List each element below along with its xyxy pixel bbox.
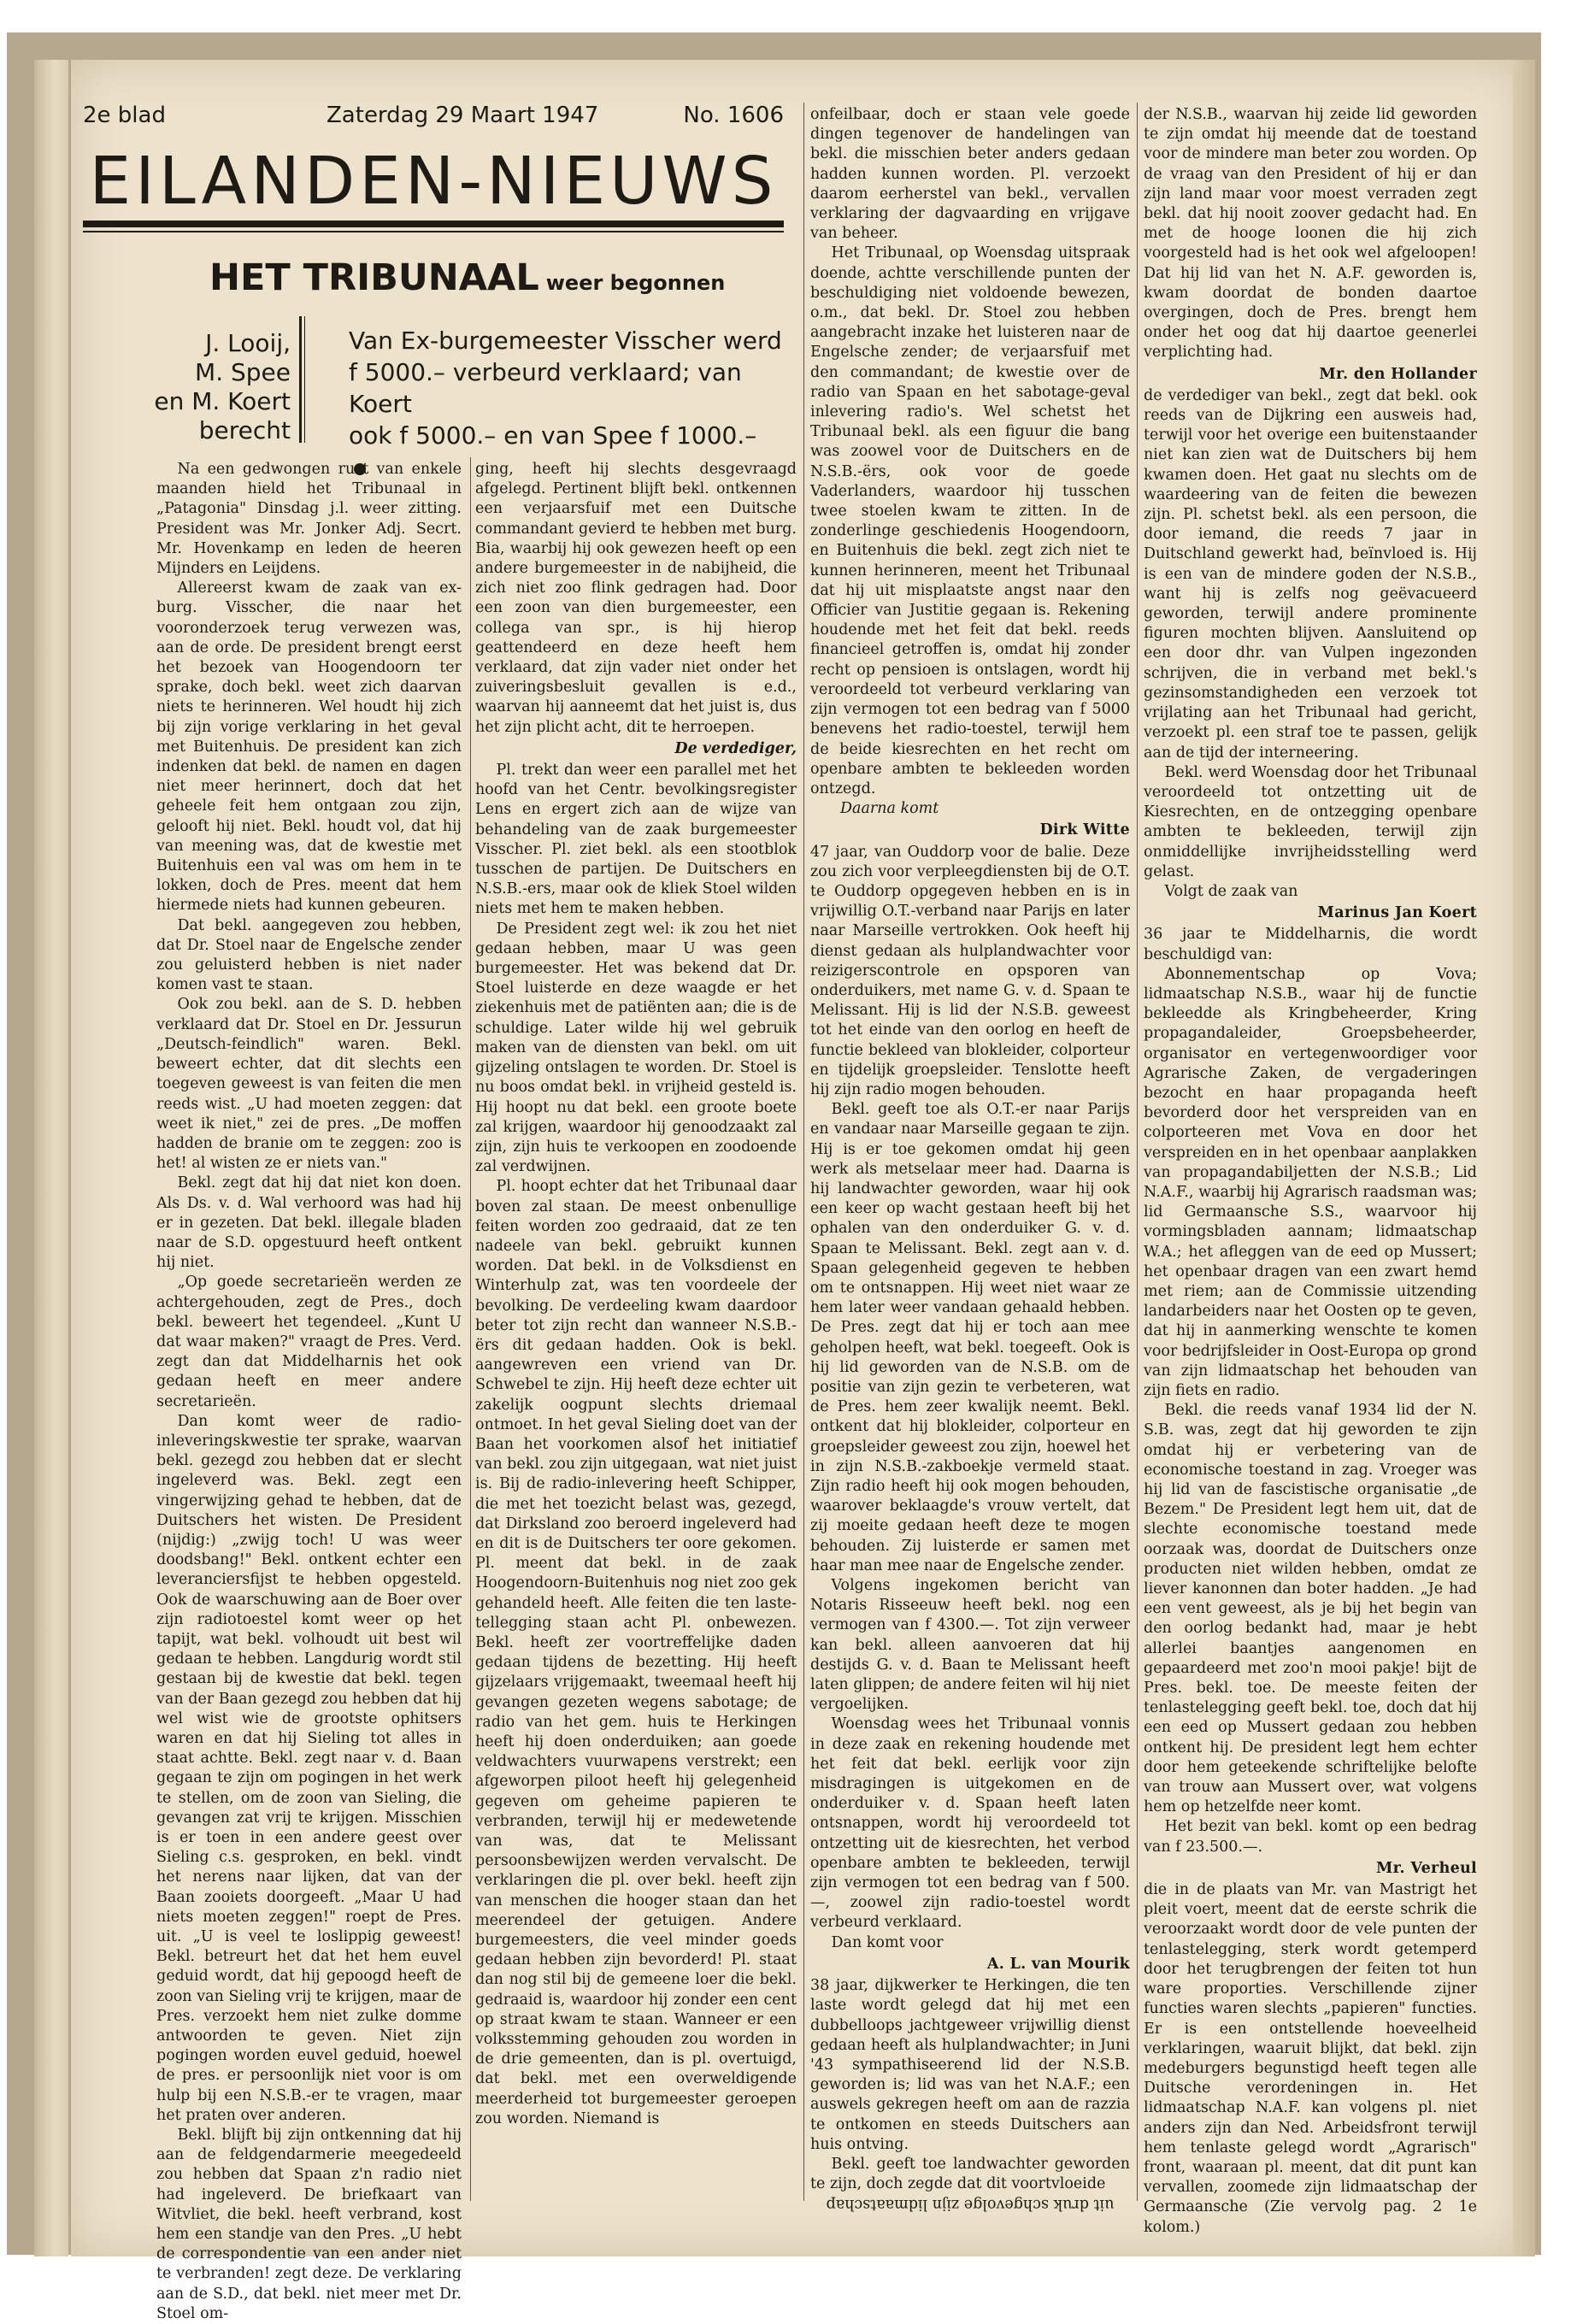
paragraph: uit druk schgevolge zijn lidmaatschap: [826, 2196, 1115, 2214]
paragraph: Bekl. zegt dat hij dat niet kon doen. Als Ds. v. d. Wal verhoord was had hij er in gezeten. Dat bekl. illegale bladen naar de S.D. opgestuurd heeft ontkent hij niet.: [156, 1174, 462, 1272]
deck-names: [120, 329, 291, 445]
paragraph: Het Tribunaal, op Woensdag uitspraak doende, achtte verschillende punten der beschuldiging niet voldoende bewezen, o.m., dat bekl. Dr. Stoel zou hebben aangebracht inzake het luisteren naar de Engelsche zender; de verjaarsfuif met den commandant; de kwestie over de radio van Spaan en het sabotage-geval inlevering radio's. Wel schetst het Tribunaal bekl. als een figuur die bang was zoowel voor de Duitschers en de N.S.B.-ërs, ook voor de goede Vaderlanders, waardoor hij tusschen twee stoelen kwam te zitten. In de zonderlinge geschiedenis Hoogendoorn, en Buitenhuis die bekl. zegt zich niet te kunnen herinneren, meent het Tribunaal dat hij uit misplaatste angst naar den Officier van Justitie gegaan is. Rekening houdende met het feit dat bekl. reeds financieel getroffen is, omdat hij zonder recht op pensioen is ontslagen, wordt hij veroordeeld tot verbeurd verklaring van zijn vermogen tot een bedrag van f 5000 benevens het radio-toestel, terwijl hem de beide kiesrechten en het recht om openbare ambten te bekleeden worden ontzegd.: [810, 244, 1130, 797]
column-rule: [470, 457, 471, 2201]
paragraph: Ook zou bekl. aan de S. D. hebben verklaard dat Dr. Stoel en Dr. Jessurun „Deutsch-feindlich" waren. Bekl. beweert echter, dat dit slechts een toegeven geweest is van feiten die men reeds wist. „U had moeten zeggen: dat weet ik niet," zei de pres. „De moffen hadden de branie om te zeggen: zoo is het! al wisten ze er niets van.": [156, 996, 462, 1173]
deck-name-line: berecht: [198, 416, 291, 444]
subhead: Mr. Verheul: [1375, 1859, 1477, 1877]
text-column-1: [156, 460, 462, 2322]
page-spine: [34, 60, 68, 2256]
paragraph: Woensdag wees het Tribunaal vonnis in deze zaak en rekening houdende met het feit dat bekl. eerlijk voor zijn misdragingen is uitgekomen en de onderduiker v. d. Spaan heeft laten ontsnappen, wordt hij veroordeeld tot ontzetting uit de kiesrechten, het verbod openbare ambten te bekleeden, terwijl zijn vermogen tot een bedrag van f 500.—, zoowel zijn radio-toestel wordt verbeurd verklaard.: [810, 1715, 1130, 1932]
paragraph: der N.S.B., waarvan hij zeide lid geworden te zijn omdat hij meende dat de toestand voor de mindere man beter zou worden. Op de vraag van den President of hij er dan zijn land maar voor moest verraden zegt bekl. dat hij nooit zoover gedacht had. En met de hooge loonen die hij zich voorgesteld had is het ook wel afgeloopen! Dat hij lid van het N. A.F. geworden is, kwam doordat de bonden daartoe overgingen, doch de Pres. brengt hem onder het oog dat hij daartoe geenerlei verplichting had.: [1144, 106, 1477, 362]
paragraph: Bekl. geeft toe als O.T.-er naar Parijs en vandaar naar Marseille gegaan te zijn. Hij is er toe gekomen omdat hij geen werk als metselaar meer had. Daarna is hij landwachter geworden, waar hij ook een keer op wacht gestaan heeft bij het ophalen van den onderduiker G. v. d. Spaan te Melissant. Bekl. zegt aan v. d. Spaan gelegenheid gegeven te hebben om te ontsnappen. Hij weet niet waar ze hem later weer vandaan gehaald hebben. De Pres. zegt dat hij er toch aan mee geholpen heeft, wat bekl. toegeeft. Ook is hij lid geworden van de N.S.B. om de positie van zijn gezin te verbeteren, wat de Pres. hem zeer kwalijk neemt. Bekl. ontkent dat hij blokleider, colporteur en groepsleider geweest zou zijn, hoewel het in zijn N.S.B.-zakboekje vermeld staat. Zijn radio heeft hij ook mogen behouden, waarover beklaagde's vrouw vertelt, dat zij moeite gedaan heeft deze te mogen behouden. Zij luisterde er samen met haar man mee naar de Engelsche zender.: [810, 1101, 1130, 1574]
deck-name-line: en M. Koert: [154, 387, 291, 415]
subhead: De verdediger,: [674, 739, 797, 757]
paragraph: Dat bekl. aangegeven zou hebben, dat Dr. Stoel naar de Engelsche zender zou geluisterd hebben is niet nader komen vast te staan.: [156, 916, 462, 994]
subhead: Mr. den Hollander: [1319, 365, 1477, 383]
headline-suffix: weer begonnen: [545, 271, 726, 295]
page-edge: [1513, 60, 1535, 2256]
deck-divider: [299, 316, 302, 443]
paragraph: Bekl. geeft toe landwachter geworden te zijn, doch zegde dat dit voortvloeide: [810, 2155, 1130, 2193]
deck-name-line: J. Looij,: [205, 329, 291, 357]
paragraph: 38 jaar, dijkwerker te Herkingen, die ten laste wordt gelegd dat hij met een dubbelloops jachtgeweer vrijwillig dienst gedaan heeft als hulplandwachter; in Juni '43 sympathiseerend lid der N.S.B. geworden is; lid was van het N.A.F.; een auswels gekregen heeft om aan de razzia te ontkomen en steeds Duitschers aan huis ontving.: [810, 1977, 1130, 2153]
subhead: Marinus Jan Koert: [1317, 904, 1477, 922]
deck-summary-line: ook f 5000.– en van Spee f 1000.–: [349, 421, 757, 450]
masthead: EILANDEN-NIEUWS: [89, 144, 778, 220]
subhead: A. L. van Mourik: [986, 1955, 1130, 1973]
paragraph: Pl. trekt dan weer een parallel met het hoofd van het Centr. bevolkingsregister Lens en ergert zich aan de wijze van behandeling van de zaak burgemeester Visscher. Pl. ziet bekl. als een stootblok tusschen de partijen. De Duitschers en N.S.B.-ers, maar ook de kliek Stoel wilden niets met hem te maken hebben.: [475, 762, 797, 918]
paragraph: Het bezit van bekl. komt op een bedrag van f 23.500.—.: [1144, 1818, 1477, 1856]
masthead-rule-thin: [83, 231, 784, 232]
paragraph: die in de plaats van Mr. van Mastrigt het pleit voert, meent dat de eerste schrik die veroorzaakt wordt door de vele punten der tenlastelegging, sterk wordt getemperd door het terugbrengen der feiten tot hun ware proporties. Verschillende zijner functies waren slechts „papieren" functies. Er is een ontstellende hoeveelheid verklaringen, waaruit blijkt, dat bekl. zijn medeburgers begunstigd heeft tegen alle Duitsche verordeningen in. Het lidmaatschap N.A.F. kan volgens pl. niet anders zijn dan Ned. Arbeidsfront terwijl hem tenlaste gelegd wordt „Agrarisch" front, waaraan pl. meent, dat dit punt kan vervallen, zoomede zijn lidmaatschap der Germaansche (Zie vervolg pag. 2 1e kolom.): [1144, 1881, 1477, 2236]
headline-title: HET TRIBUNAAL: [209, 256, 539, 299]
paragraph: Allereerst kwam de zaak van ex-burg. Visscher, die naar het vooronderzoek terug verwezen was, aan de orde. De president brengt eerst het bezoek van Hoogendoorn ter sprake, doch bekl. weet zich daarvan niets te herinneren. Wel houdt hij zich bij zijn vorige verklaring in het geval met Buitenhuis. De president kan zich indenken dat bekl. de namen en dagen niet meer herinnert, doch dat het geheele feit hem ontgaan zou zijn, gelooft hij niet. Bekl. houdt vol, dat hij van meening was, dat de kwestie met Buitenhuis een val was om hem in te lokken, doch de Pres. meent dat hem hiermede niets had kunnen gebeuren.: [156, 580, 462, 915]
article-headline: [209, 256, 808, 299]
deck-name-line: M. Spee: [195, 358, 291, 386]
paragraph: Abonnementschap op Vova; lidmaatschap N.S.B., waar hij de functie bekleedde als Kringbeheerder, Kring propagandaleider, Groepsbeheerder, organisator en vertegenwoordiger voor Agrarische Zaken, de vergaderingen bezocht en haar propaganda heeft bevorderd door het verspreiden van en colporteeren met Vova en door het verspreiden en in het openbaar aanplakken van propagandabiljetten der N.S.B.; Lid N.A.F., waarbij hij Agrarisch raadsman was; lid Germaansche S.S., waarvoor hij vormingsbladen aannam; lidmaatschap W.A.; het afleggen van de eed op Mussert; het openbaar dragen van een zwart hemd met riem; aan de Commissie uitzending landarbeiders naar het Oosten op te geven, dat hij in aanmerking wenschte te komen voor bedrijfsleider in Oost-Europa op grond van zijn lidmaatschap het behouden van zijn fiets en radio.: [1144, 965, 1477, 1399]
masthead-rule: [83, 221, 784, 227]
paragraph: 36 jaar te Middelharnis, die wordt beschuldigd van:: [1144, 926, 1477, 963]
text-column-2: [475, 460, 797, 2203]
paragraph: Bekl. blijft bij zijn ontkenning dat hij aan de feldgendarmerie meegedeeld zou hebben dat Spaan z'n radio niet had ingeleverd. De briefkaart van Witvliet, die bekl. heeft verbrand, kost hem een standje van den Pres. „U hebt de correspondentie van een ander niet te verbranden! zegt deze. De verklaring aan de S.D., dat bekl. niet meer met Dr. Stoel om-: [156, 2127, 462, 2322]
paragraph: de verdediger van bekl., zegt dat bekl. ook reeds van de Dijkring een ausweis had, terwijl voor het overige een buitenstaander niet kan zien wat de Duitschers bij hem kwamen doen. Het gaat nu slechts om de waardeering van de feiten die bewezen zijn. Pl. schetst bekl. als een persoon, die door iemand, die reeds 7 jaar in Duitschland gewerkt had, beïnvloed is. Hij is een van de mindere goden der N.S.B., want hij is zelfs nog geëvacueerd geworden, terwijl andere prominente figuren mochten blijven. Aansluitend op een door dhr. van Vulpen ingezonden schrijven, die in verband met bekl.'s gezinsomstandigheden een verzoek tot vrijlating aan het Tribunaal had gericht, verzoekt pl. een straf toe te passen, gelijk aan de tijd der interneering.: [1144, 386, 1477, 762]
paragraph: Daarna komt: [840, 800, 939, 818]
paragraph: „Op goede secretarieën werden ze achtergehouden, zegt de Pres., doch bekl. beweert het tegendeel. „Kunt U dat waar maken?" vraagt de Pres. Verd. zegt dan dat Middelharnis het ook gedaan heeft en meer andere secretarieën.: [156, 1274, 462, 1410]
deck-summary-line: Van Ex-burgemeester Visscher werd: [349, 327, 782, 355]
paragraph: De President zegt wel: ik zou het niet gedaan hebben, maar U was geen burgemeester. Het was bekend dat Dr. Stoel luisterde en deze waagde er het ziekenhuis met de patiënten aan; die is de schuldige. Later wilde hij wel gebruik maken van de diensten van bekl. om uit gijzeling ontslagen te worden. Dr. Stoel is nu boos omdat bekl. in vrijheid gesteld is. Hij hoopt nu dat bekl. een groote boete zal krijgen, waardoor hij genoodzaakt zal zijn, zijn huis te verkoopen en zoodoende zal verdwijnen.: [475, 920, 797, 1176]
text-column-4: [1144, 105, 1477, 2236]
paragraph: Bekl. die reeds vanaf 1934 lid der N. S.B. was, zegt dat hij geworden te zijn omdat hij er verbetering van de economische toestand in zag. Vroeger was hij lid van de fascistische organisatie „de Bezem." De President legt hem uit, dat de slechte economische toestand mede oorzaak was, doordat de Duitschers onze producten niet wilden hebben, omdat ze liever kanonnen dan boter hadden. „Je had een vent geweest, als je bij het begin van den oorlog bedankt had, maar je hebt allerlei baantjes aangenomen en gepaardeerd met zoo'n mooi pakje! bijt de Pres. bekl. toe. De meeste feiten der tenlastelegging geeft bekl. toe, doch dat hij een eed op Mussert gedaan zou hebben ontkent hij. De president legt hem echter door hem geteekende schriftelijke belofte van trouw aan Mussert over, wat volgens hem op hetzelfde neer komt.: [1144, 1402, 1477, 1816]
date-label: Zaterdag 29 Maart 1947: [327, 103, 599, 128]
column-rule: [803, 103, 804, 2201]
column-rule: [1137, 103, 1138, 2201]
paragraph: Bekl. werd Woensdag door het Tribunaal veroordeeld tot ontzetting uit de Kiesrechten, en de ontzegging openbare ambten te bekleeden, terwijl zijn onmiddellijke invrijheidsstelling werd gelast.: [1144, 763, 1477, 880]
paragraph: Dan komt weer de radio-inleveringskwestie ter sprake, waarvan bekl. gezegd zou hebben dat er slecht ingeleverd was. Bekl. zegt een vingerwijzing gehad te hebben, dat de Duitschers het wisten. De President (nijdig:) „zwijg toch! U was weer doodsbang!" Bekl. ontkent echter een leveranciersfijst te hebben opgesteld. Ook de waarschuwing aan de Boer over zijn radiotoestel komt weer op het tapijt, wat bekl. volhoudt uit best wil gedaan te hebben. Langdurig wordt stil gestaan bij de kwestie dat bekl. tegen van der Baan gezegd zou hebben dat hij wel wist wie de grootste ophitsers waren en dat hij Sieling tot alles in staat achtte. Bekl. zegt naar v. d. Baan gegaan te zijn om pogingen in het werk te stellen, om de zoon van Sieling, die gevangen zat vrij te krijgen. Misschien is er toen in een andere geest over Sieling c.s. gesproken, en bekl. vindt het nerens naar lijken, dat van der Baan zooiets doorgeeft. „Maar U had niets moeten zeggen!" roept de Pres. uit. „U is veel te loslippig geweest! Bekl. betreurt het dat het hem euvel geduid wordt, dat hij gepoogd heeft de zoon van Sieling vrij te krijgen, maar de Pres. verzoekt hem niet zulke domme antwoorden te geven. Niet zijn pogingen worden euvel geduid, hoewel de pres. er persoonlijk niet voor is om hulp bij een N.S.B.-er te vragen, maar het praten over anderen.: [156, 1412, 462, 2124]
deck-summary-line: f 5000.– verbeurd verklaard; van Koert: [349, 358, 742, 418]
text-column-3: [810, 105, 1130, 2214]
paragraph: Volgens ingekomen bericht van Notaris Risseeuw heeft bekl. nog een vermogen van f 4300.—. Tot zijn verweer kan bekl. alleen aanvoeren dat hij destijds G. v. d. Baan te Melissant heeft laten glippen; de andere feiten wil hij niet vergoelijken.: [810, 1577, 1130, 1714]
subhead: Dirk Witte: [1039, 821, 1130, 839]
deck-divider-thin: [304, 316, 305, 443]
paragraph: onfeilbaar, doch er staan vele goede dingen tegenover de handelingen van bekl. die misschien beter anders gedaan hadden kunnen worden. Pl. verzoekt daarom eerherstel van bekl., vervallen verklaring der dagvaarding en vrijgave van beheer.: [810, 106, 1130, 243]
edition-label: 2e blad: [83, 103, 166, 128]
paragraph: Pl. hoopt echter dat het Tribunaal daar boven zal staan. De meest onbenullige feiten worden zoo gedraaid, dat ze ten nadeele van bekl. gebruikt kunnen worden. Dat bekl. in de Volksdienst en Winterhulp zat, was ten voordeele der bevolking. De verdeeling kwam daardoor beter tot zijn recht dan wanneer N.S.B.-ërs dit gedaan hadden. Ook is bekl. aangewreven een vriend van Dr. Schwebel te zijn. Hij heeft deze echter uit zakelijk oogpunt slechts driemaal ontmoet. In het geval Sieling doet van der Baan het voorkomen alsof het initiatief van bekl. zou zijn uitgegaan, wat niet juist is. Bij de radio-inlevering heeft Schipper, die met het toezicht belast was, gezegd, dat Dirksland zoo beroerd ingeleverd had en dit is de Duitschers ter oore gekomen. Pl. meent dat bekl. in de zaak Hoogendoorn-Buitenhuis nog niet zoo gek gehandeld heeft. Alle feiten die ten laste-tellegging staan acht Pl. onbewezen. Bekl. heeft zer voortreffelijke daden gedaan tijdens de bezetting. Hij heeft gijzelaars vrijgemaakt, tweemaal heeft hij gevangen gezeten wegens sabotage; de radio van het gem. huis te Herkingen heeft hij doen onderduiken; aan goede veldwachters vuurwapens verstrekt; een afgeworpen piloot heeft hij gelegenheid gegeven om geheime papieren te verbranden, terwijl hij er medewetende van was, dat te Melissant persoonsbewijzen werden vervalscht. De verklaringen die pl. over bekl. heeft zijn van menschen die hooger staan dan het meerendeel der getuigen. Andere burgemeesters, die veel minder goeds gedaan hebben zijn bevorderd! Pl. staat dan nog stil bij de gemeene loer die bekl. gedraaid is, waardoor hij zonder een cent op straat kwam te staan. Wanneer er een volksstemming gehouden zou worden in de drie gemeenten, dan is pl. overtuigd, dat bekl. met een overweldigende meerderheid tot burgemeester geroepen zou worden. Niemand is: [475, 1178, 797, 2127]
paragraph: Volgt de zaak van: [1164, 882, 1298, 900]
paragraph: Na een gedwongen rust van enkele maanden hield het Tribunaal in „Patagonia" Dinsdag j.l. weer zitting. President was Mr. Jonker Adj. Secrt. Mr. Hovenkamp en leden de heeren Mijnders en Leijdens.: [156, 461, 462, 578]
paragraph: 47 jaar, van Ouddorp voor de balie. Deze zou zich voor verpleegdiensten bij de O.T. te Ouddorp opgegeven hebben en is in vrijwillig O.T.-verband naar Parijs en later naar Marseille vertrokken. Ook heeft hij dienst gedaan als hulplandwachter voor reizigerscontrole en opsporen van onderduikers, met name G. v. d. Spaan te Melissant. Hij is lid der N.S.B. geweest tot het einde van den oorlog en heeft de functie bekleed van blokleider, colporteur en tijdelijk groepsleider. Tenslotte heeft hij zijn radio mogen behouden.: [810, 843, 1130, 1098]
paragraph: Dan komt voor: [831, 1933, 944, 1951]
issue-number: No. 1606: [683, 103, 784, 128]
paragraph: ging, heeft hij slechts desgevraagd afgelegd. Pertinent blijft bekl. ontkennen een verjaarsfuif met een Duitsche commandant gevierd te hebben met burg. Bia, waarbij hij ook gewezen heeft op een andere burgemeester in de nabijheid, die zich niet zoo flink gedragen had. Door een zoon van dien burgemeester, een collega van spr., is hij hierop geattendeerd en deze heeft hem verklaard, dat zijn vader niet onder het zuiveringsbesluit gevallen is e.d., waarvan hij aanneemt dat het juist is, dus het zijn plicht acht, dit te herroepen.: [475, 461, 797, 736]
